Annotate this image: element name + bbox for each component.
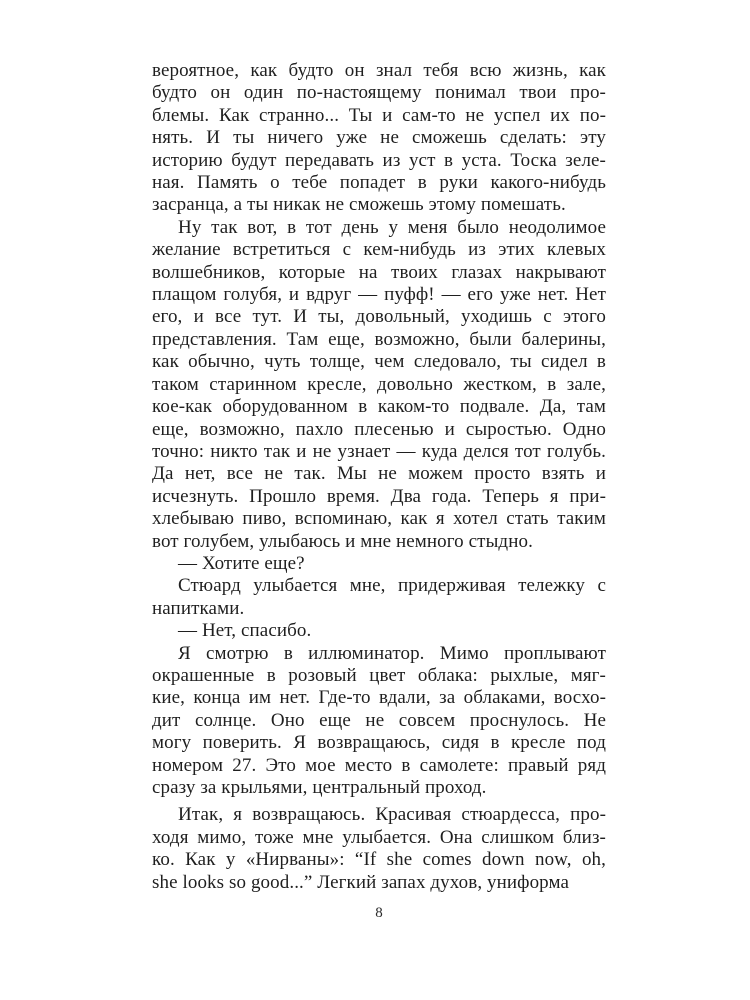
text-line: точно: никто так и не узнает — куда делся тот голубь. <box>152 440 606 462</box>
text-line: кие, конца им нет. Где-то вдали, за облаками, восхо- <box>152 687 606 709</box>
text-line: окрашенные в розовый цвет облака: рыхлые, мяг- <box>152 664 606 686</box>
text-line: Стюард улыбается мне, придерживая тележку с <box>178 575 606 597</box>
paragraph <box>152 620 606 642</box>
text-line: вероятное, как будто он знал тебя всю жизнь, как <box>152 60 606 81</box>
text-line: таком старинном кресле, довольно жестком, в зале, <box>152 373 606 395</box>
text-line: желание встретиться с кем-нибудь из этих клевых <box>152 239 606 261</box>
text-line: будто он один по-настоящему понимал твои про- <box>152 82 606 104</box>
paragraph <box>152 804 606 894</box>
page-number: 8 <box>375 905 383 921</box>
text-line: еще, возможно, пахло плесенью и сыростью. Одно <box>152 418 606 440</box>
text-line: волшебников, которые на твоих глазах накрывают <box>152 261 606 283</box>
text-line: могу поверить. Я возвращаюсь, сидя в кресле под <box>152 732 606 754</box>
text-line: номером 27. Это мое место в самолете: правый ряд <box>152 754 606 776</box>
paragraph <box>152 60 606 217</box>
text-line: ходя мимо, тоже мне улыбается. Она слишком близ- <box>152 826 606 848</box>
text-line: кое-как оборудованном в каком-то подвале. Да, там <box>152 396 606 418</box>
text-line: плащом голубя, и вдруг — пуфф! — его уже нет. Нет <box>152 284 606 306</box>
text-line: его, и все тут. И ты, довольный, уходишь с этого <box>152 306 606 328</box>
text-line: дит солнце. Оно еще не совсем проснулось. Не <box>152 709 606 731</box>
text-line: — Нет, спасибо. <box>178 620 312 642</box>
text-line: представления. Там еще, возможно, были балерины, <box>152 328 606 350</box>
paragraph <box>152 217 606 553</box>
text-line: как обычно, чуть толще, чем следовало, ты сидел в <box>152 351 606 373</box>
text-line: Я смотрю в иллюминатор. Мимо проплывают <box>178 642 606 664</box>
text-line: — Хотите еще? <box>178 552 305 574</box>
text-line: Ну так вот, в тот день у меня было неодолимое <box>178 216 606 238</box>
page-text <box>152 60 606 894</box>
text-line: напитками. <box>152 597 245 619</box>
paragraph <box>152 553 606 575</box>
text-line: Да нет, все не так. Мы не можем просто взять и <box>152 463 606 485</box>
text-line: хлебываю пиво, вспоминаю, как я хотел стать таким <box>152 508 606 530</box>
text-line: исчезнуть. Прошло время. Два года. Теперь я при- <box>152 485 606 507</box>
text-line: блемы. Как странно... Ты и сам-то не успел их по- <box>152 104 606 126</box>
text-line: нять. И ты ничего уже не сможешь сделать: эту <box>152 127 606 149</box>
text-line: Итак, я возвращаюсь. Красивая стюардесса, про- <box>178 804 606 826</box>
text-line: she looks so good...” Легкий запах духов, униформа <box>152 871 570 893</box>
text-line: засранца, а ты никак не сможешь этому помешать. <box>152 194 566 216</box>
paragraph <box>152 643 606 800</box>
text-line: ко. Как у «Нирваны»: “If she comes down now, oh, <box>152 849 606 871</box>
text-line: ная. Память о тебе попадет в руки какого-нибудь <box>152 172 606 194</box>
text-line: историю будут передавать из уст в уста. Тоска зеле- <box>152 149 606 171</box>
paragraph <box>152 575 606 620</box>
text-line: вот голубем, улыбаюсь и мне немного стыдно. <box>152 530 533 552</box>
text-line: сразу за крыльями, центральный проход. <box>152 777 487 798</box>
